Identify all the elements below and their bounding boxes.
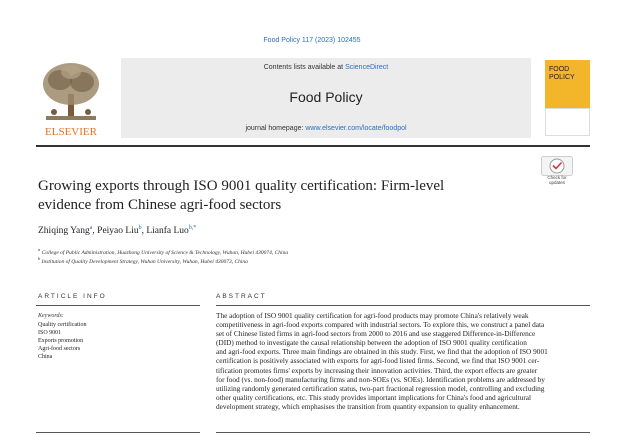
journal-header xyxy=(36,58,590,142)
abstract-line: utilizing randomly generated certification status, two-part fractional regression model, controlling and excluding xyxy=(216,383,545,393)
sciencedirect-link[interactable]: ScienceDirect xyxy=(345,64,389,71)
abstract-bottom-rule xyxy=(216,432,590,433)
author-sup[interactable]: a xyxy=(89,225,93,231)
badge-line2: updates xyxy=(548,180,565,185)
homepage-link[interactable]: www.elsevier.com/locate/foodpol xyxy=(305,125,407,132)
title-line2: evidence from Chinese agri-food sectors xyxy=(38,197,282,213)
journal-cover xyxy=(545,60,590,136)
abstract-heading: ABSTRACT xyxy=(216,293,267,300)
article-info-rule xyxy=(36,305,200,306)
author-sup[interactable]: b,* xyxy=(188,225,197,231)
author-name[interactable]: Zhiqing Yang xyxy=(38,226,90,237)
affiliation xyxy=(38,247,288,256)
abstract-line: tification promotes firms' exports by increasing their innovation activities. Third, the export effects are greater xyxy=(216,365,538,375)
abstract-rule xyxy=(216,305,590,306)
abstract-line: certification is positively associated with exports for agri-food listed firms. Second, we find that ISO 9001 cer- xyxy=(216,356,540,366)
affiliation-text: Institution of Quality Development Strategy, Wuhan University, Wuhan, Hubei 430073, China xyxy=(41,258,248,265)
keyword-item: China xyxy=(38,354,53,360)
cover-title-line2: POLICY xyxy=(549,74,575,81)
abstract-line: and agri-food exports. Three main findings are obtained in this study. First, we find that the adoption of ISO 9001 xyxy=(216,347,548,357)
homepage-prefix: journal homepage: xyxy=(245,125,306,132)
keyword-item: Agri-food sectors xyxy=(38,346,81,352)
cover-title xyxy=(549,66,589,82)
keyword-item: Quality certification xyxy=(38,322,87,328)
keywords-label: Keywords: xyxy=(38,313,64,319)
badge-text xyxy=(541,175,573,185)
abstract-line: set of Chinese listed firms in agri-food sectors from 2000 to 2016 and use staggered Difference-in-Difference xyxy=(216,329,536,339)
affiliation-sup: b xyxy=(38,256,41,261)
journal-title: Food Policy xyxy=(289,89,363,105)
abstract-body xyxy=(216,311,590,411)
abstract-line: other quality certifications, etc. This study provides important implications for China's food and agricultural xyxy=(216,392,532,402)
badge-line1: Check for xyxy=(547,175,567,180)
article-info-bottom-rule xyxy=(36,432,200,433)
contents-line xyxy=(121,64,531,71)
abstract-line: (DID) method to investigate the causal relationship between the adoption of ISO 9001 quality certification xyxy=(216,338,527,348)
author-name[interactable]: Peiyao Liu xyxy=(97,226,139,237)
author-sup[interactable]: b xyxy=(138,225,142,231)
header-rule xyxy=(36,145,590,147)
affiliation-text: College of Public Administration, Huazhong University of Science & Technology, Wuhan, Hubei 430074, China xyxy=(41,249,289,256)
abstract-line: development strategy, which emphasises the transition from quantity expansion to quality enhancement. xyxy=(216,401,520,411)
tree-icon xyxy=(43,63,99,120)
affiliation-sup: a xyxy=(38,247,41,252)
abstract-line: The adoption of ISO 9001 quality certification for agri-food products may promote China's relatively weak xyxy=(216,311,529,320)
affiliation xyxy=(38,256,248,265)
publisher-logo-text: ELSEVIER xyxy=(45,126,97,138)
elsevier-logo xyxy=(36,60,106,138)
article-info-heading: ARTICLE INFO xyxy=(38,293,107,300)
author-name[interactable]: Lianfa Luo xyxy=(146,226,189,237)
journal-info-box xyxy=(121,58,531,138)
abstract-line: for food (vs. non-food) manufacturing firms and non-SOEs (vs. SOEs). Identification problems are addressed by xyxy=(216,374,545,384)
contents-prefix: Contents lists available at xyxy=(263,64,346,71)
check-for-updates-badge[interactable] xyxy=(541,156,573,192)
keyword-item: ISO 9001 xyxy=(38,330,62,336)
article-title xyxy=(38,177,508,215)
keyword-item: Exports promotion xyxy=(38,338,84,344)
title-line1: Growing exports through ISO 9001 quality certification: Firm-level xyxy=(38,178,445,194)
cover-strip xyxy=(545,108,590,136)
author-list: Zhiqing Yang$^a$, Peiyao Liu$^b$, Lianfa Luo$^{b,*}$ xyxy=(38,225,197,237)
cover-title-line1: FOOD xyxy=(549,66,570,73)
journal-citation[interactable]: Food Policy 117 (2023) 102455 xyxy=(263,37,361,44)
check-updates-icon xyxy=(541,156,573,176)
homepage-line xyxy=(121,125,531,132)
abstract-line: competitiveness in agri-food exports compared with industrial sectors. To explore this, we construct a panel data xyxy=(216,320,545,330)
